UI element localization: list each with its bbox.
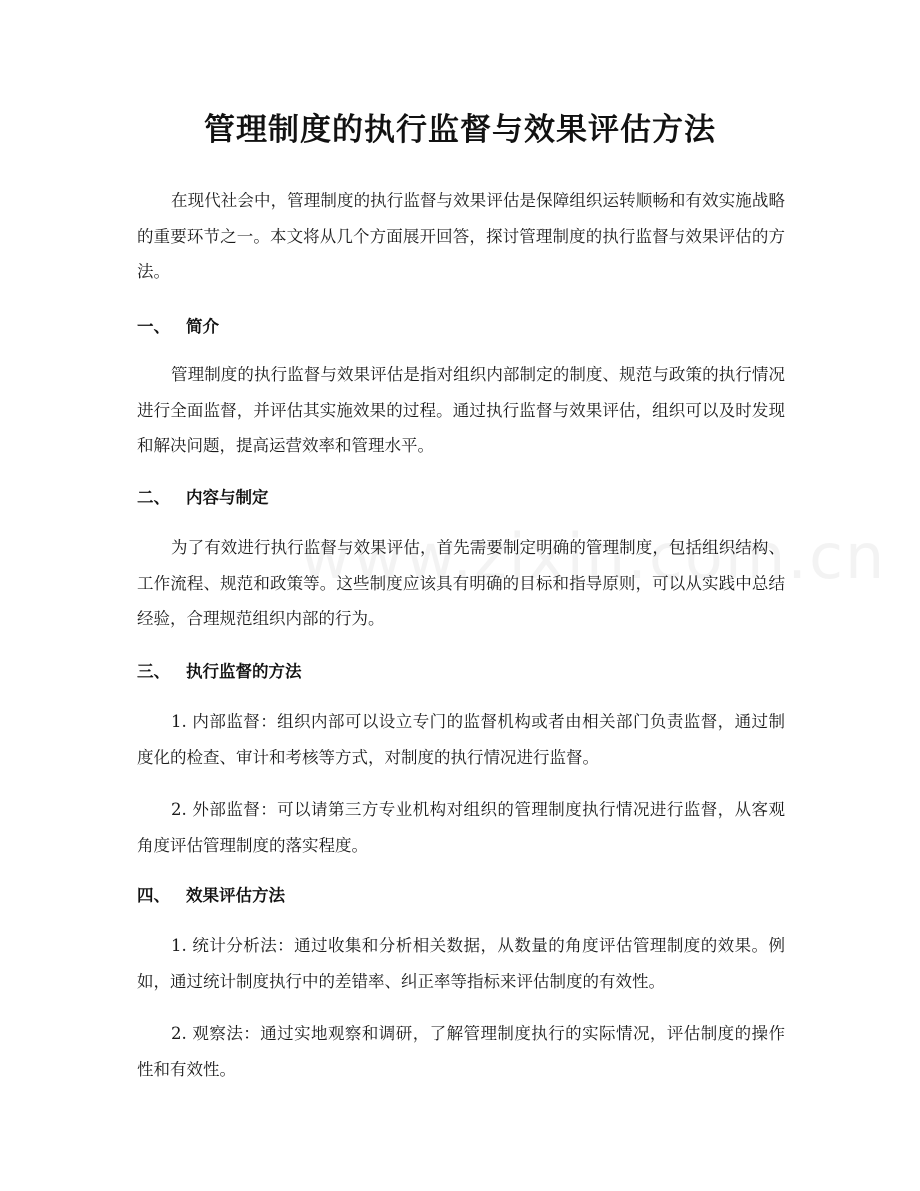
section-3-paragraph-1: 1. 内部监督：组织内部可以设立专门的监督机构或者由相关部门负责监督，通过制度化的检查、审计和考核等方式，对制度的执行情况进行监督。	[137, 712, 785, 767]
section-3-paragraph-2: 2. 外部监督：可以请第三方专业机构对组织的管理制度执行情况进行监督，从客观角度评估管理制度的落实程度。	[137, 800, 785, 855]
section-title: 效果评估方法	[186, 886, 285, 905]
section-4-paragraph-2: 2. 观察法：通过实地观察和调研，了解管理制度执行的实际情况，评估制度的操作性和有效性。	[137, 1024, 785, 1079]
section-title: 执行监督的方法	[186, 662, 302, 681]
section-heading-2	[137, 484, 269, 508]
section-title: 简介	[186, 317, 219, 336]
section-2-paragraph-1: 为了有效进行执行监督与效果评估，首先需要制定明确的管理制度，包括组织结构、工作流程、规范和政策等。这些制度应该具有明确的目标和指导原则，可以从实践中总结经验，合理规范组织内部的行为。	[137, 538, 785, 628]
intro-paragraph: 在现代社会中，管理制度的执行监督与效果评估是保障组织运转顺畅和有效实施战略的重要环节之一。本文将从几个方面展开回答，探讨管理制度的执行监督与效果评估的方法。	[137, 191, 785, 281]
section-number: 二、	[137, 488, 170, 507]
section-title: 内容与制定	[186, 488, 269, 507]
section-heading-4	[137, 882, 285, 906]
section-heading-1	[137, 313, 219, 337]
section-number: 三、	[137, 662, 170, 681]
section-4-paragraph-1: 1. 统计分析法：通过收集和分析相关数据，从数量的角度评估管理制度的效果。例如，通过统计制度执行中的差错率、纠正率等指标来评估制度的有效性。	[137, 936, 785, 991]
document-title: 管理制度的执行监督与效果评估方法	[204, 112, 716, 148]
section-number: 一、	[137, 317, 170, 336]
section-number: 四、	[137, 886, 170, 905]
section-heading-3	[137, 658, 302, 682]
section-1-paragraph-1: 管理制度的执行监督与效果评估是指对组织内部制定的制度、规范与政策的执行情况进行全面监督，并评估其实施效果的过程。通过执行监督与效果评估，组织可以及时发现和解决问题，提高运营效率和管理水平。	[137, 365, 785, 455]
